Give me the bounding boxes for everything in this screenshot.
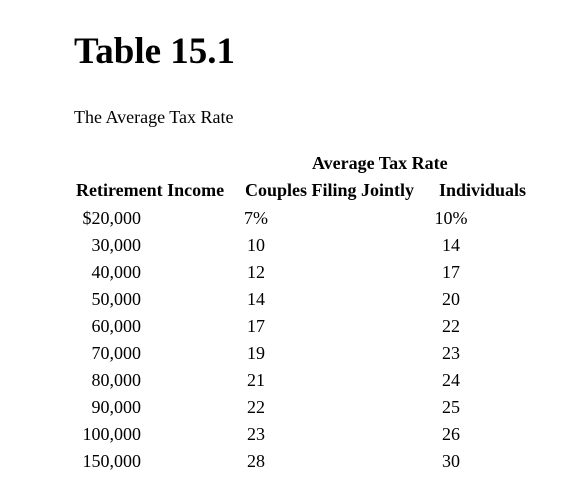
- individuals-rate-cell: 26: [442, 424, 460, 444]
- couples-rate-cell: 23: [247, 424, 265, 444]
- column-header-couples-filing-jointly: Couples Filing Jointly: [245, 180, 415, 200]
- couples-rate-cell: 10: [247, 235, 265, 255]
- individuals-rate-cell: 25: [442, 397, 460, 417]
- individuals-rate-cell: 14: [442, 235, 460, 255]
- table-row: [0, 236, 577, 263]
- couples-rate-cell: 12: [247, 262, 265, 282]
- retirement-income-cell: 30,000: [91, 235, 141, 255]
- couples-rate-cell: 7%: [244, 208, 268, 228]
- individuals-rate-cell: 10%: [434, 208, 468, 228]
- individuals-rate-cell: 20: [442, 289, 460, 309]
- individuals-rate-cell: 24: [442, 370, 460, 390]
- table-row: [0, 290, 577, 317]
- retirement-income-cell: 90,000: [91, 397, 141, 417]
- individuals-rate-cell: 23: [442, 343, 460, 363]
- column-header-retirement-income: Retirement Income: [76, 180, 225, 200]
- group-header-average-tax-rate: Average Tax Rate: [312, 153, 448, 173]
- table-row: [0, 371, 577, 398]
- couples-rate-cell: 22: [247, 397, 265, 417]
- retirement-income-cell: 80,000: [91, 370, 141, 390]
- table-row: [0, 344, 577, 371]
- table-row: [0, 398, 577, 425]
- individuals-rate-cell: 17: [442, 262, 460, 282]
- individuals-rate-cell: 22: [442, 316, 460, 336]
- retirement-income-cell: 50,000: [91, 289, 141, 309]
- couples-rate-cell: 17: [247, 316, 265, 336]
- table-caption: The Average Tax Rate: [74, 107, 234, 127]
- column-header-individuals: Individuals: [439, 180, 527, 200]
- table-row: [0, 209, 577, 236]
- retirement-income-cell: 60,000: [91, 316, 141, 336]
- table-row: [0, 425, 577, 452]
- table-row: [0, 452, 577, 479]
- retirement-income-cell: 150,000: [82, 451, 141, 471]
- table-row: [0, 263, 577, 290]
- couples-rate-cell: 19: [247, 343, 265, 363]
- table-body: [0, 209, 577, 479]
- couples-rate-cell: 14: [247, 289, 265, 309]
- individuals-rate-cell: 30: [442, 451, 460, 471]
- couples-rate-cell: 21: [247, 370, 265, 390]
- retirement-income-cell: 70,000: [91, 343, 141, 363]
- couples-rate-cell: 28: [247, 451, 265, 471]
- retirement-income-cell: 100,000: [82, 424, 141, 444]
- retirement-income-cell: $20,000: [82, 208, 141, 228]
- retirement-income-cell: 40,000: [91, 262, 141, 282]
- page-title: Table 15.1: [74, 31, 236, 72]
- table-row: [0, 317, 577, 344]
